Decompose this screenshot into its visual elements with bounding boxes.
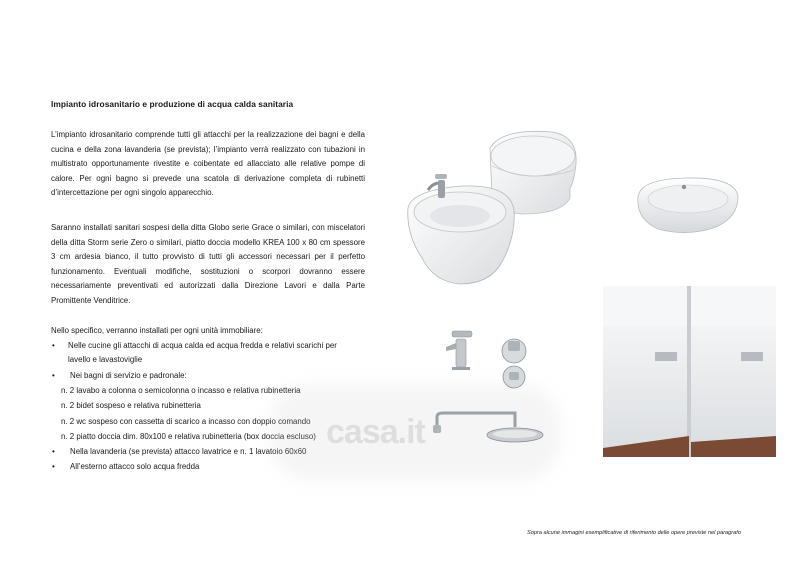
list-item-bagni: Nei bagni di servizio e padronale:: [70, 371, 187, 380]
sub-item-wc: n. 2 wc sospeso con cassetta di scarico a incasso con doppio comando: [61, 417, 311, 426]
section-heading: Impianto idrosanitario e produzione di acqua calda sanitaria: [51, 99, 294, 109]
shower-head-image: [433, 405, 545, 467]
list-item-cucine: Nelle cucine gli attacchi di acqua calda ed acqua fredda e relativi scarichi per: [68, 341, 337, 350]
faucet-mixer-image: [440, 325, 530, 397]
sub-item-doccia: n. 2 piatto doccia dim. 80x100 e relativa rubinetteria (box doccia escluso): [61, 432, 316, 441]
sub-item-lavabo: n. 2 lavabo a colonna o semicolonna o incasso e relativa rubinetteria: [61, 386, 301, 395]
list-item-cucine-cont: lavello e lavastoviglie: [68, 355, 143, 364]
paragraph-sanitari: Saranno installati sanitari sospesi della ditta Globo serie Grace o similari, con miscelatori della ditta Storm serie Zero o similari, piatto doccia modello KREA 100 x 80 cm spessore 3 cm ardesia bianco, il tutto provvisto di tutti gli accessori necessari per il perfetto funzionamento. Eventuali modifiche, sostituzioni o scorpori dovranno essere necessariamente preventivati ed autorizzati dalla Direzione Lavori e dalla Parte Promittente Venditrice.: [51, 223, 365, 305]
bullet-marker: •: [52, 447, 55, 456]
bullet-marker: •: [52, 341, 55, 350]
bullet-marker: •: [52, 462, 55, 471]
list-item-lavanderia: Nella lavanderia (se prevista) attacco lavatrice e n. 1 lavatoio 60x60: [70, 447, 307, 456]
shower-tray-image: [603, 286, 776, 457]
sub-item-bidet: n. 2 bidet sospeso e relativa rubinetteria: [61, 401, 201, 410]
paragraph-impianto: L’impianto idrosanitario comprende tutti gli attacchi per la realizzazione dei bagni e della cucina e della zona lavanderia (se prevista); l’impianto verrà realizzato con tubazioni in multistrato opportunamente rivestite e coibentate ed allacciato alle relative pompe di calore. Per ogni bagno si prevede una scatola di derivazione completa di rubinetti d’intercettazione per ogni singolo apparecchio.: [51, 130, 365, 197]
image-caption: Sopra alcune immagini esemplificative di riferimento delle opere previste nel paragrafo: [527, 530, 741, 536]
bidet-and-wc-image: [402, 126, 580, 296]
sink-image: [632, 175, 742, 237]
bullet-marker: •: [52, 371, 55, 380]
watermark-logo: casa.it: [326, 413, 425, 451]
paragraph-specifico: Nello specifico, verranno installati per ogni unità immobiliare:: [51, 326, 263, 335]
list-item-esterno: All’esterno attacco solo acqua fredda: [70, 462, 200, 471]
